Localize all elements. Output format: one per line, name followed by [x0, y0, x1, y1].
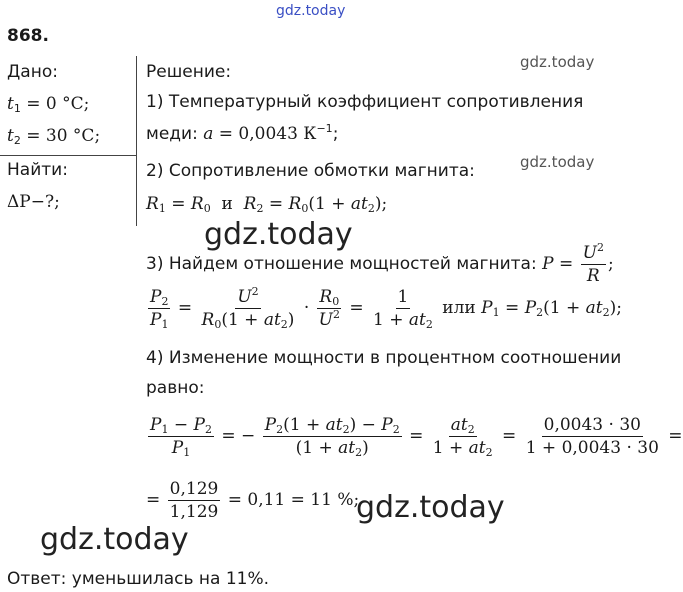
- watermark-top: gdz.today: [276, 3, 346, 19]
- step4-line2: равно:: [146, 378, 205, 398]
- step4-line1: 4) Изменение мощности в процентном соотношении: [146, 348, 622, 368]
- result-formula: = $\frac{0,129}{1,129}$ = 0,11 = 11 %;: [146, 479, 360, 522]
- watermark-2: gdz.today: [520, 153, 595, 171]
- step3-line: 3) Найдем отношение мощностей магнита: P = $\frac{U^2}{R}$ ;: [146, 241, 614, 286]
- step2-formula: $R_1 = R_0$ и $R_2 = R_0(1 + at_2)$;: [146, 194, 388, 215]
- given-t1: $t_1 = 0$ °C;: [7, 94, 90, 115]
- given-divider-horizontal: [0, 155, 137, 156]
- given-label: Дано:: [7, 62, 58, 82]
- solution-label: Решение:: [146, 62, 232, 82]
- watermark-1: gdz.today: [520, 53, 595, 71]
- step3-formula: $\frac{P_2}{P_1}$ = $\frac{U^2}{R_0(1 + at_2)}$ · $\frac{R_0}{U^2}$ = $\frac{1}{1 + at_2}$ или $P_1 = P_2(1 + at_2)$;: [150, 285, 622, 331]
- watermark-4: gdz.today: [356, 490, 505, 525]
- find-value: ΔP−?;: [7, 192, 60, 212]
- given-divider-vertical: [136, 56, 137, 226]
- find-label: Найти:: [7, 160, 68, 180]
- step2-heading: 2) Сопротивление обмотки магнита:: [146, 161, 475, 181]
- problem-number: 868.: [7, 26, 49, 46]
- answer: Ответ: уменьшилась на 11%.: [7, 569, 270, 589]
- step4-formula: $\frac{P_1 - P_2}{P_1}$ = − $\frac{P_2(1 + at_2) - P_2}{(1 + at_2)}$ = $\frac{at_2}{1 + at_2}$ = $\frac{0,0043 \cdot 30}{1 + 0,0043 \cdot 30}$ =: [150, 415, 683, 459]
- watermark-3: gdz.today: [204, 217, 353, 252]
- given-t2: $t_2 = 30$ °C;: [7, 126, 101, 147]
- step1-line2: меди: a = 0,0043 $К^{-1}$;: [146, 122, 339, 144]
- step1-line1: 1) Температурный коэффициент сопротивления: [146, 92, 584, 112]
- watermark-5: gdz.today: [40, 522, 189, 557]
